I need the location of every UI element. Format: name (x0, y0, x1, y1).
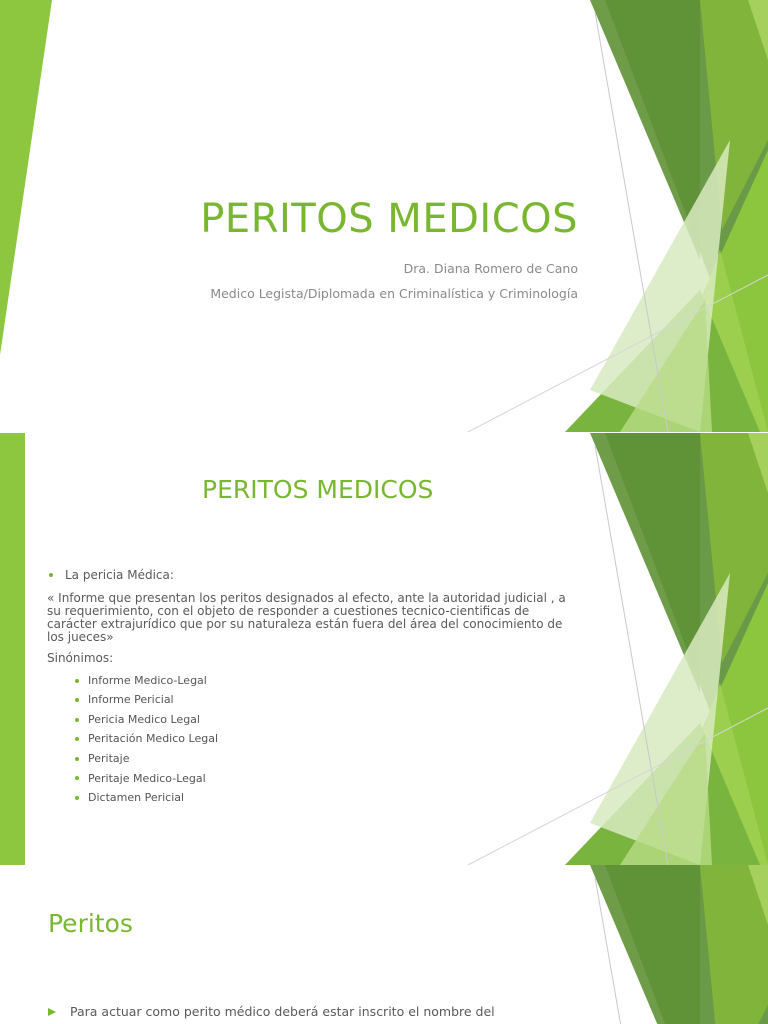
synonym-text: Dictamen Pericial (88, 791, 185, 805)
bullet-text: Para actuar como perito médico deberá estar inscrito el nombre del (70, 1004, 495, 1019)
presentation-title: PERITOS MEDICOS (200, 196, 578, 242)
author-role: Medico Legista/Diplomada en Criminalística y Criminología (210, 286, 578, 301)
synonym-text: Peritaje Medico-Legal (88, 771, 206, 785)
bullet-dot-icon (49, 573, 53, 577)
slide-title: PERITOS MEDICOS (202, 475, 434, 504)
list-item (75, 788, 577, 808)
bullet-dot-icon (75, 698, 79, 702)
slide-1 (0, 0, 768, 433)
list-item (75, 671, 577, 691)
synonyms-label: Sinónimos: (47, 650, 114, 665)
list-item (75, 710, 577, 730)
synonym-text: Peritación Medico Legal (88, 732, 218, 746)
bullet-dot-icon (75, 776, 79, 780)
left-green-sliver (0, 0, 52, 355)
slide-3 (0, 865, 768, 1024)
author-name: Dra. Diana Romero de Cano (403, 261, 578, 276)
bullet-item (49, 569, 577, 582)
bullet-item (48, 1004, 495, 1019)
bullet-dot-icon (75, 796, 79, 800)
arrow-bullet-icon (48, 1008, 56, 1016)
bullet-dot-icon (75, 718, 79, 722)
slide-decoration (0, 865, 768, 1024)
list-item (75, 690, 577, 710)
bullet-text: La pericia Médica: (65, 568, 174, 582)
bullet-dot-icon (75, 737, 79, 741)
synonym-text: Peritaje (88, 751, 130, 765)
slide-body (47, 569, 577, 808)
bullet-dot-icon (75, 679, 79, 683)
bullet-dot-icon (75, 757, 79, 761)
synonyms-list (47, 671, 577, 808)
slide-2 (0, 433, 768, 865)
synonym-text: Pericia Medico Legal (88, 712, 200, 726)
left-green-bar (0, 433, 25, 865)
definition-quote: « Informe que presentan los peritos designados al efecto, ante la autoridad judicial , a su requerimiento, con el objeto de responder a cuestiones tecnico-cientificas de carácter extrajurídico que por su naturaleza están fuera del área del conocimiento de los jueces» (47, 590, 566, 644)
synonym-text: Informe Pericial (88, 693, 174, 707)
list-item (75, 730, 577, 750)
list-item (75, 749, 577, 769)
synonym-text: Informe Medico-Legal (88, 673, 207, 687)
slide-title: Peritos (48, 909, 133, 938)
list-item (75, 769, 577, 789)
